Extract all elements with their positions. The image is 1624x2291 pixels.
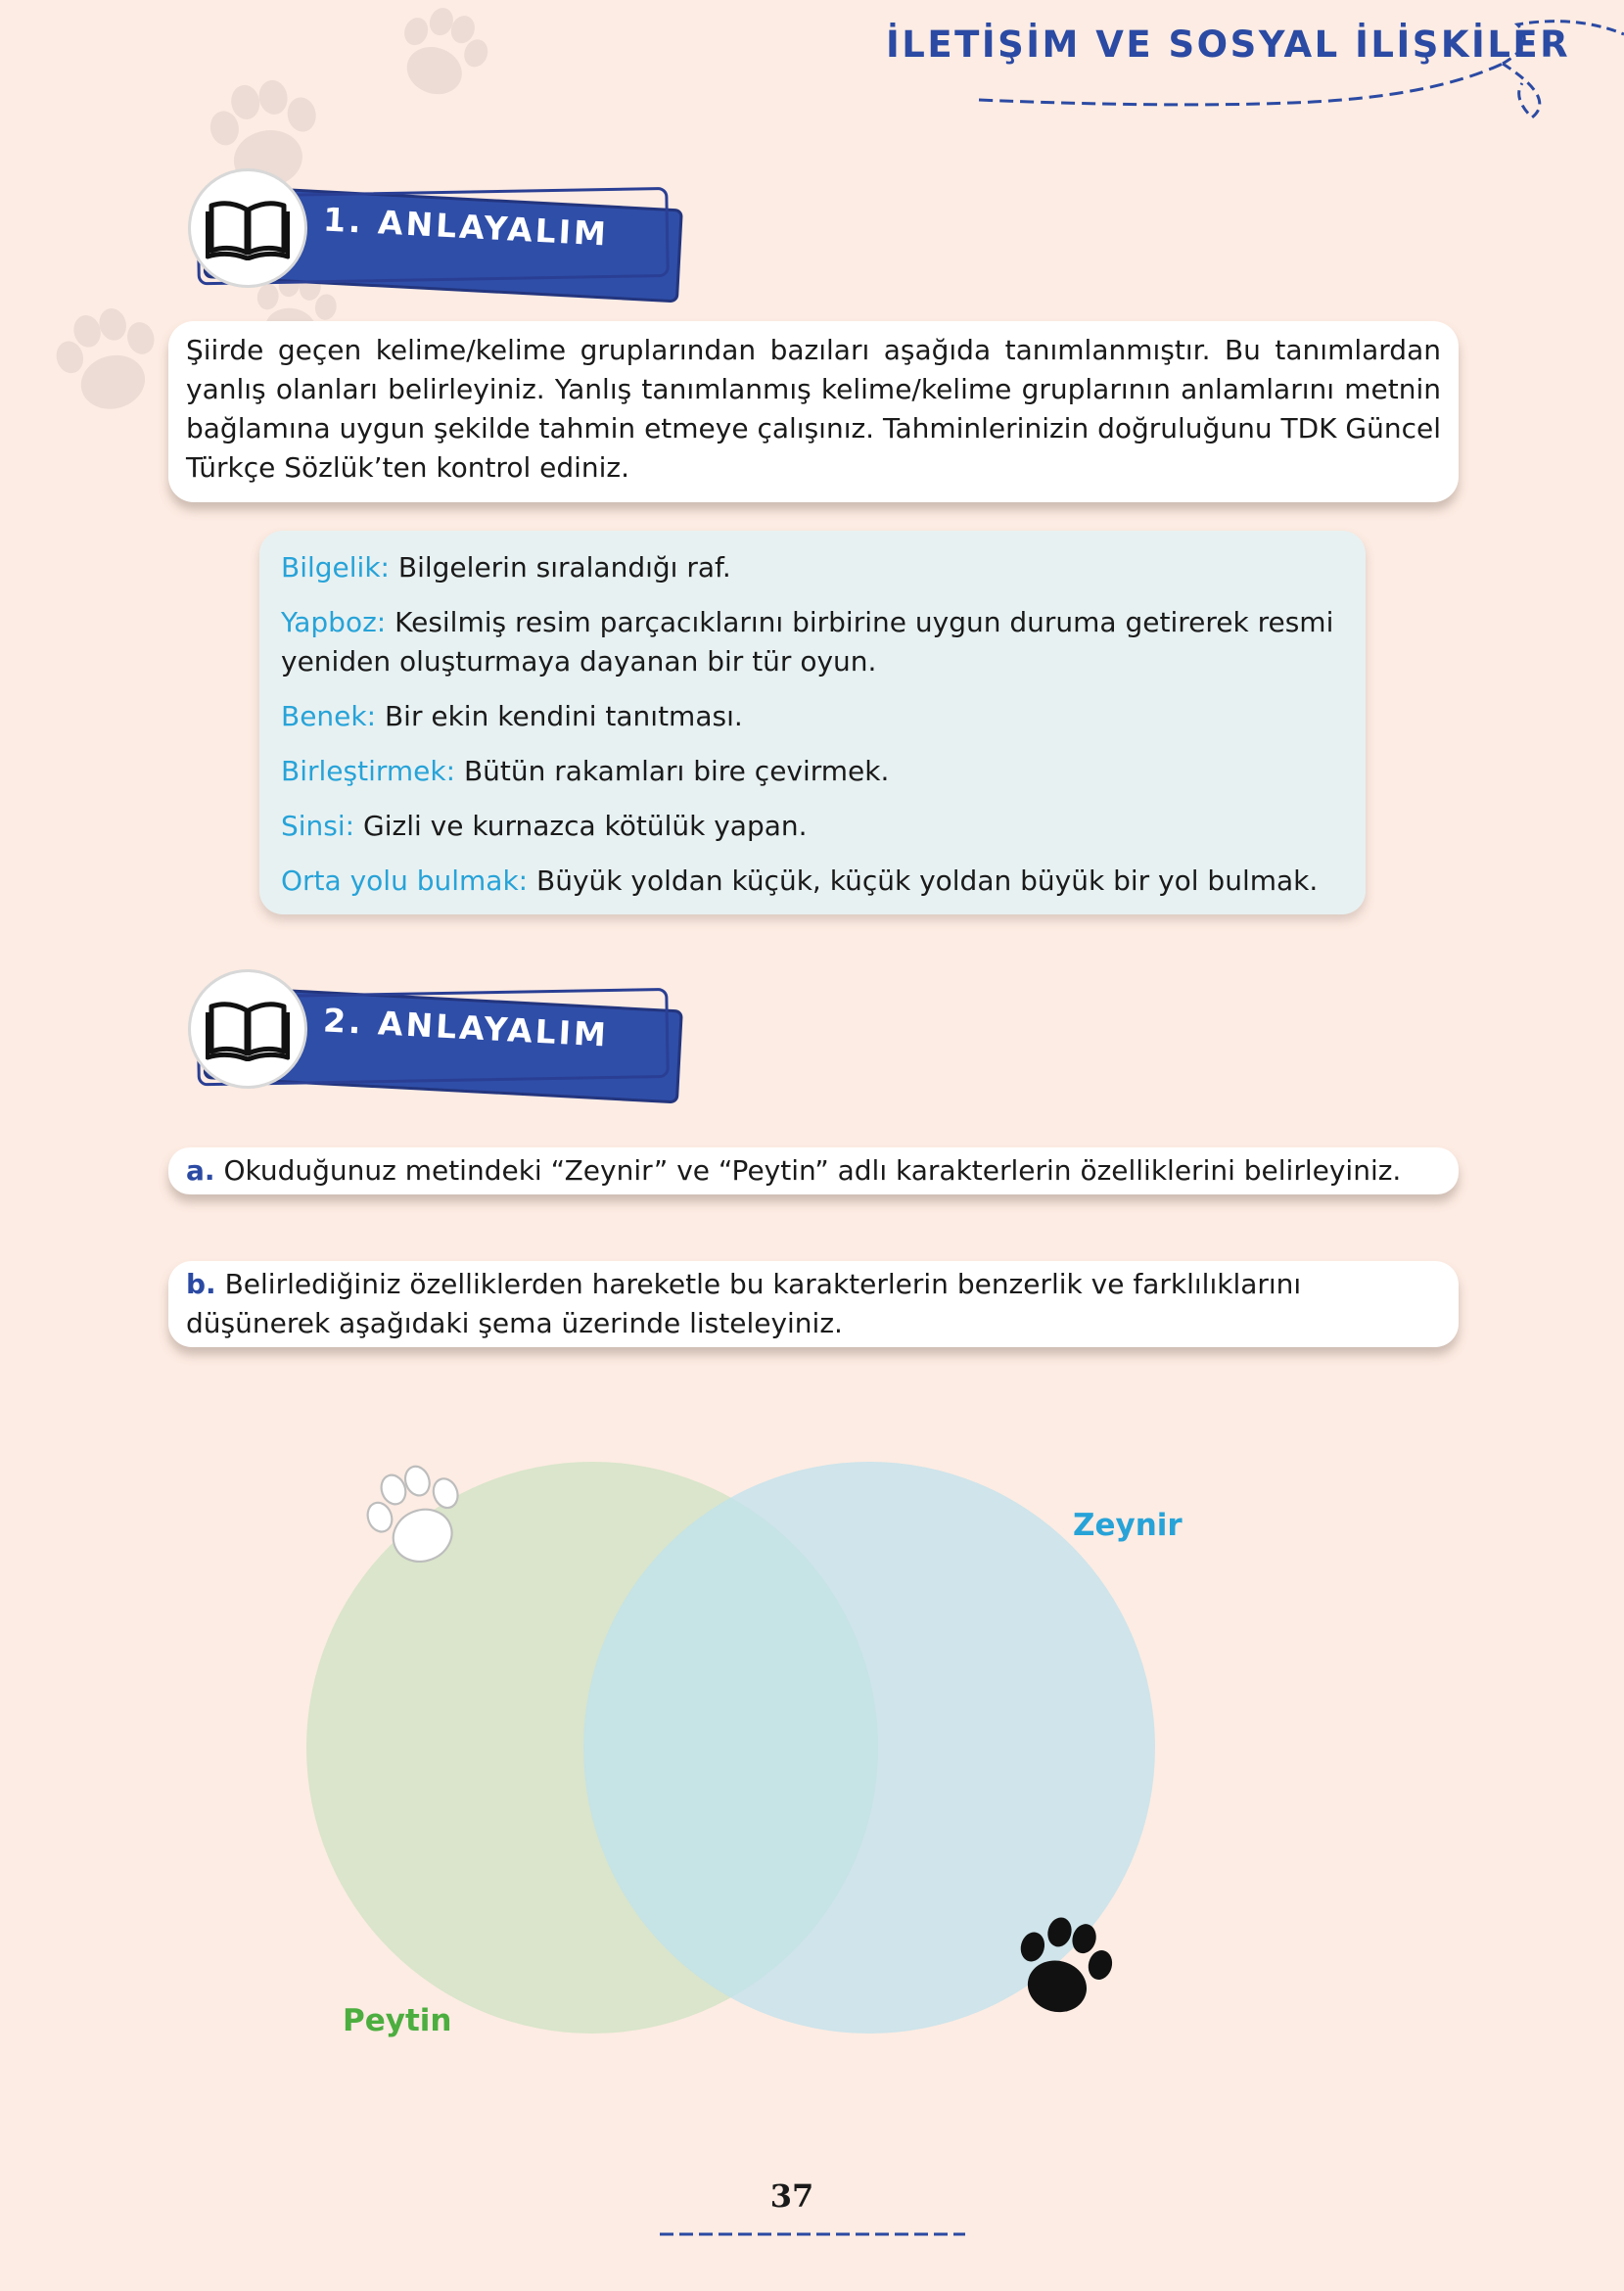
task-b-text: Belirlediğiniz özelliklerden hareketle bu karakterlerin benzerlik ve farklılıklarını düşünerek aşağıdaki şema üzerinde listeleyiniz. [186,1268,1302,1339]
task-b-card [168,1261,1459,1347]
open-book-icon [188,969,307,1089]
definition-term: Bilgelik: [281,551,390,584]
definition-text: Bir ekin kendini tanıtması. [384,700,743,732]
section1-instruction-text: Şiirde geçen kelime/kelime gruplarından bazıları aşağıda tanımlanmıştır. Bu tanımlardan yanlış olanları belirleyiniz. Yanlış tanımlanmış kelime/kelime gruplarının anlamlarını metnin bağlamına uygun şekilde tahmin etmeye çalışınız. Tahminlerinizin doğruluğunu TDK Güncel Türkçe Sözlük’ten kontrol ediniz. [186,334,1441,484]
task-a-letter: a. [186,1154,215,1187]
page-header-title: İLETİŞİM VE SOSYAL İLİŞKİLER [886,23,1571,66]
open-book-icon [188,168,307,288]
paw-icon [998,1904,1126,2032]
definition-term: Birleştirmek: [281,755,456,787]
definition-item [281,862,1342,901]
section1-instruction-card [168,321,1459,502]
section2-label: 2. ANLAYALIM [322,1001,610,1054]
definition-term: Yapboz: [281,606,387,638]
page-number: 37 [769,2177,814,2215]
task-b-letter: b. [186,1268,216,1300]
section2-banner [147,958,636,1085]
venn-label-peytin: Peytin [343,2003,452,2038]
definition-item [281,752,1342,791]
definition-text: Kesilmiş resim parçacıklarını birbirine uygun duruma getirerek resmi yeniden oluşturmaya dayanan bir tür oyun. [281,606,1334,678]
header-dashed-swirl [969,10,1624,137]
definition-item [281,807,1342,846]
definition-term: Benek: [281,700,377,732]
definition-item [281,697,1342,736]
page-number-underline [656,2228,969,2240]
definition-text: Gizli ve kurnazca kötülük yapan. [363,810,808,842]
section1-banner [147,157,636,284]
definition-item [281,603,1342,681]
definition-item [281,548,1342,587]
definition-text: Bütün rakamları bire çevirmek. [463,755,890,787]
paw-icon [352,1454,480,1581]
definition-text: Büyük yoldan küçük, küçük yoldan büyük bir yol bulmak. [536,865,1319,897]
definition-term: Sinsi: [281,810,355,842]
definition-text: Bilgelerin sıralandığı raf. [397,551,731,584]
task-a-card [168,1147,1459,1194]
section1-label: 1. ANLAYALIM [322,200,610,254]
task-a-text: Okuduğunuz metindeki “Zeynir” ve “Peytin” adlı karakterlerin özelliklerini belirleyiniz. [223,1154,1402,1187]
venn-label-zeynir: Zeynir [1073,1508,1183,1543]
definitions-box [259,531,1366,914]
definition-term: Orta yolu bulmak: [281,865,529,897]
